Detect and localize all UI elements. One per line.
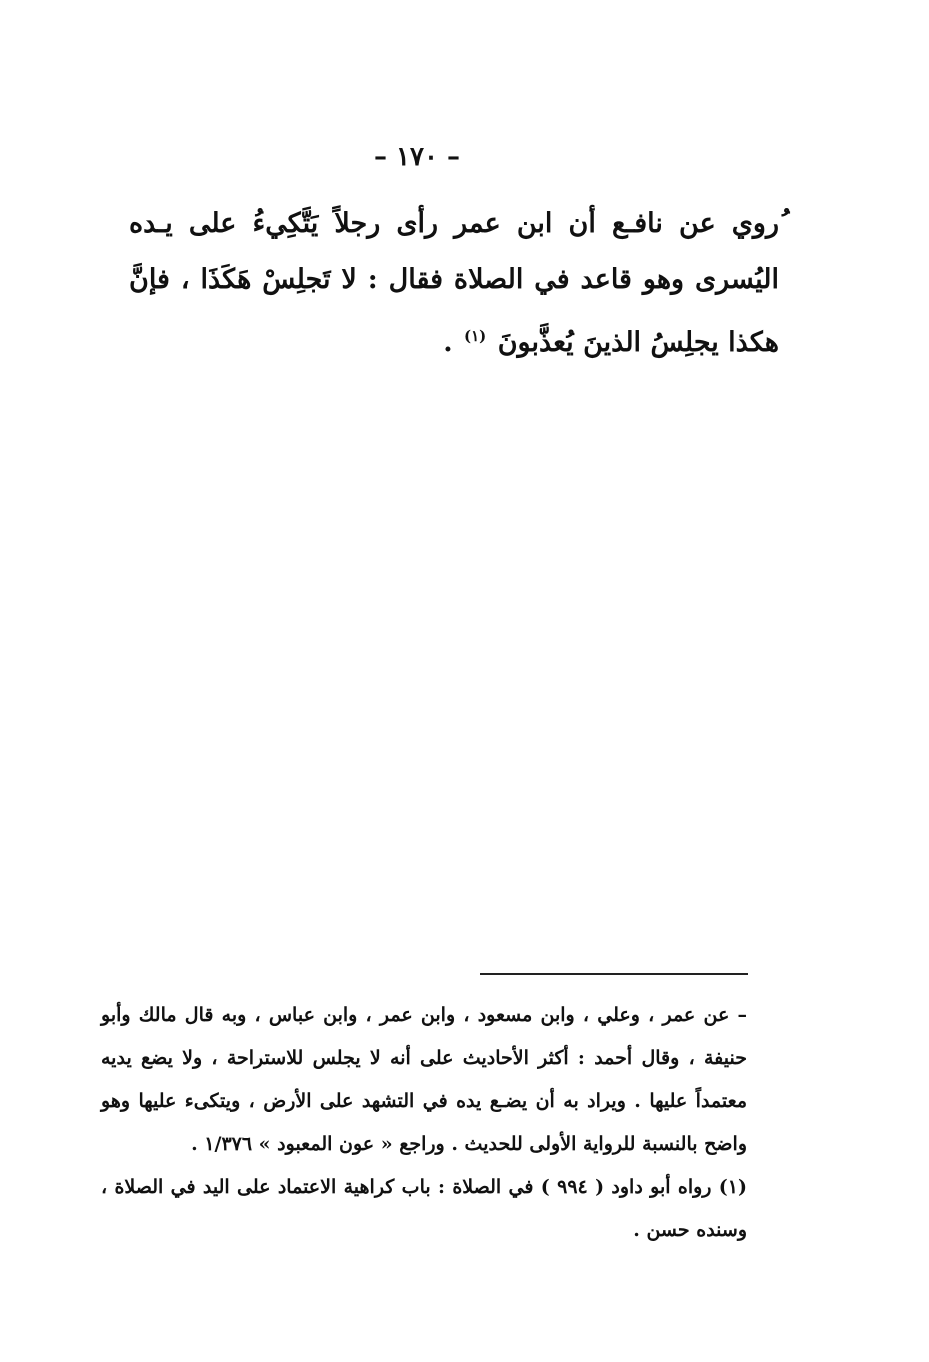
main-paragraph xyxy=(129,196,779,371)
footnote-reference-1: (١) xyxy=(464,327,487,345)
main-text xyxy=(129,196,779,371)
main-paragraph-text: ُروي عن نافـع أن ابن عمر رأى رجلاً يَتَّكِيءُ على يـده اليُسرى وهو قاعد في الصلاة فقال : لا تَجلِسْ هَكَذَا ، فإنَّ هكذا يجلِسُ الذينَ يُعذَّبونَ xyxy=(129,208,779,358)
footnotes-section xyxy=(101,994,747,1252)
sentence-end: . xyxy=(443,327,453,358)
footnote-continued-text: – عن عمر ، وعلي ، وابن مسعود ، وابن عمر ، وابن عباس ، وبه قال مالك وأبو حنيفة ، وقال أحمد : أكثر الأحاديث على أنه لا يجلس للاستراحة ، ولا يضع يديه معتمداً عليها . ويراد به أن يضـع يده في التشهد على الأرض ، ويتكىء عليها وهو واضح بالنسبة للرواية الأولى للحديث . وراجع « عون المعبود » ١/٣٧٦ . xyxy=(101,1004,747,1155)
page-number: – ١٧٠ – xyxy=(373,142,461,172)
footnote-1: (١) رواه أبو داود ( ٩٩٤ ) في الصلاة : باب كراهية الاعتماد على اليد في الصلاة ، وسنده حسن . xyxy=(101,1176,747,1241)
footnote-separator xyxy=(480,973,748,975)
